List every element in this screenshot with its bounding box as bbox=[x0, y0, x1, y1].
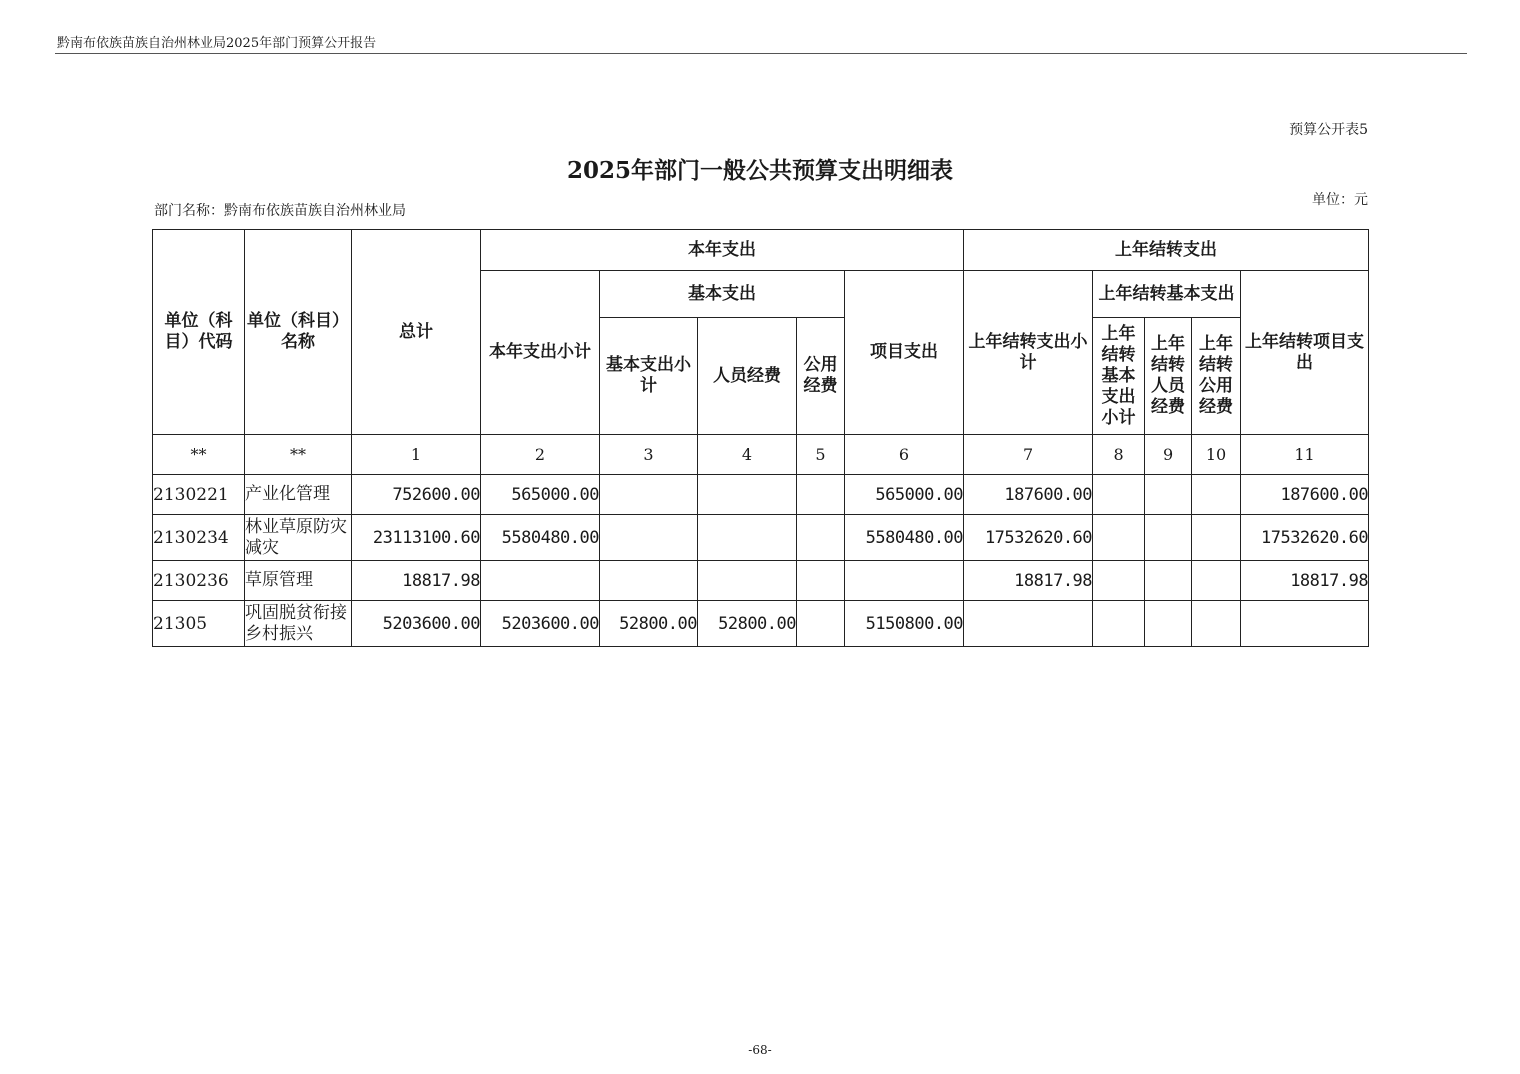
cell-public bbox=[797, 601, 845, 647]
index-cell: 11 bbox=[1241, 435, 1369, 475]
index-cell: 9 bbox=[1145, 435, 1192, 475]
cell-last-personnel bbox=[1145, 601, 1192, 647]
cell-basic-subtotal bbox=[600, 561, 698, 601]
cell-total: 18817.98 bbox=[352, 561, 481, 601]
cell-public bbox=[797, 515, 845, 561]
cell-this-subtotal bbox=[481, 561, 600, 601]
cell-basic-subtotal: 52800.00 bbox=[600, 601, 698, 647]
cell-last-subtotal: 17532620.60 bbox=[964, 515, 1093, 561]
cell-public bbox=[797, 561, 845, 601]
index-cell: 3 bbox=[600, 435, 698, 475]
running-header: 黔南布依族苗族自治州林业局2025年部门预算公开报告 bbox=[57, 36, 377, 51]
cell-last-project: 17532620.60 bbox=[1241, 515, 1369, 561]
cell-last-personnel bbox=[1145, 561, 1192, 601]
cell-last-project: 187600.00 bbox=[1241, 475, 1369, 515]
index-cell: 1 bbox=[352, 435, 481, 475]
cell-this-subtotal: 565000.00 bbox=[481, 475, 600, 515]
cell-project bbox=[845, 561, 964, 601]
header-personnel: 人员经费 bbox=[698, 318, 797, 435]
cell-personnel bbox=[698, 515, 797, 561]
table-row bbox=[153, 561, 1369, 601]
header-last-subtotal: 上年结转支出小计 bbox=[964, 271, 1093, 435]
cell-personnel bbox=[698, 475, 797, 515]
cell-code: 21305 bbox=[153, 601, 245, 647]
cell-name: 林业草原防灾减灾 bbox=[245, 515, 352, 561]
header-code: 单位（科目）代码 bbox=[153, 230, 245, 435]
cell-project: 565000.00 bbox=[845, 475, 964, 515]
cell-last-basic-subtotal bbox=[1093, 515, 1145, 561]
cell-last-public bbox=[1192, 601, 1241, 647]
cell-name: 产业化管理 bbox=[245, 475, 352, 515]
cell-last-basic-subtotal bbox=[1093, 601, 1145, 647]
cell-last-public bbox=[1192, 475, 1241, 515]
cell-public bbox=[797, 475, 845, 515]
cell-this-subtotal: 5580480.00 bbox=[481, 515, 600, 561]
cell-last-basic-subtotal bbox=[1093, 475, 1145, 515]
table-row bbox=[153, 515, 1369, 561]
cell-last-public bbox=[1192, 515, 1241, 561]
table-row bbox=[153, 601, 1369, 647]
header-last-project: 上年结转项目支出 bbox=[1241, 271, 1369, 435]
header-last-year: 上年结转支出 bbox=[964, 230, 1369, 271]
cell-project: 5580480.00 bbox=[845, 515, 964, 561]
table-row bbox=[153, 475, 1369, 515]
index-cell: 5 bbox=[797, 435, 845, 475]
header-last-basic: 上年结转基本支出 bbox=[1093, 271, 1241, 318]
budget-table bbox=[152, 229, 1369, 647]
index-cell: 6 bbox=[845, 435, 964, 475]
cell-last-basic-subtotal bbox=[1093, 561, 1145, 601]
cell-basic-subtotal bbox=[600, 515, 698, 561]
header-this-year: 本年支出 bbox=[481, 230, 964, 271]
cell-last-personnel bbox=[1145, 475, 1192, 515]
header-project: 项目支出 bbox=[845, 271, 964, 435]
index-cell: ** bbox=[245, 435, 352, 475]
index-cell: 8 bbox=[1093, 435, 1145, 475]
cell-last-project: 18817.98 bbox=[1241, 561, 1369, 601]
cell-code: 2130221 bbox=[153, 475, 245, 515]
cell-total: 5203600.00 bbox=[352, 601, 481, 647]
cell-last-public bbox=[1192, 561, 1241, 601]
cell-code: 2130236 bbox=[153, 561, 245, 601]
header-last-personnel: 上年结转人员经费 bbox=[1145, 318, 1192, 435]
unit-label: 单位：元 bbox=[1312, 192, 1368, 208]
cell-this-subtotal: 5203600.00 bbox=[481, 601, 600, 647]
cell-last-project bbox=[1241, 601, 1369, 647]
cell-last-subtotal: 187600.00 bbox=[964, 475, 1093, 515]
cell-project: 5150800.00 bbox=[845, 601, 964, 647]
cell-last-personnel bbox=[1145, 515, 1192, 561]
cell-last-subtotal bbox=[964, 601, 1093, 647]
cell-personnel bbox=[698, 561, 797, 601]
cell-basic-subtotal bbox=[600, 475, 698, 515]
header-last-public: 上年结转公用经费 bbox=[1192, 318, 1241, 435]
header-total: 总计 bbox=[352, 230, 481, 435]
index-cell: 4 bbox=[698, 435, 797, 475]
cell-total: 752600.00 bbox=[352, 475, 481, 515]
cell-code: 2130234 bbox=[153, 515, 245, 561]
header-last-basic-subtotal: 上年结转基本支出小计 bbox=[1093, 318, 1145, 435]
index-row bbox=[153, 435, 1369, 475]
index-cell: 7 bbox=[964, 435, 1093, 475]
header-basic-subtotal: 基本支出小计 bbox=[600, 318, 698, 435]
department-name: 部门名称：黔南布依族苗族自治州林业局 bbox=[154, 203, 406, 219]
header-this-subtotal: 本年支出小计 bbox=[481, 271, 600, 435]
header-divider bbox=[55, 53, 1467, 54]
index-cell: 2 bbox=[481, 435, 600, 475]
cell-name: 草原管理 bbox=[245, 561, 352, 601]
cell-personnel: 52800.00 bbox=[698, 601, 797, 647]
page-number: -68- bbox=[748, 1043, 772, 1057]
header-name: 单位（科目）名称 bbox=[245, 230, 352, 435]
index-cell: ** bbox=[153, 435, 245, 475]
cell-name: 巩固脱贫衔接乡村振兴 bbox=[245, 601, 352, 647]
index-cell: 10 bbox=[1192, 435, 1241, 475]
header-basic: 基本支出 bbox=[600, 271, 845, 318]
cell-total: 23113100.60 bbox=[352, 515, 481, 561]
cell-last-subtotal: 18817.98 bbox=[964, 561, 1093, 601]
form-number: 预算公开表5 bbox=[1289, 122, 1368, 138]
header-public: 公用经费 bbox=[797, 318, 845, 435]
page-title: 2025年部门一般公共预算支出明细表 bbox=[566, 157, 953, 184]
